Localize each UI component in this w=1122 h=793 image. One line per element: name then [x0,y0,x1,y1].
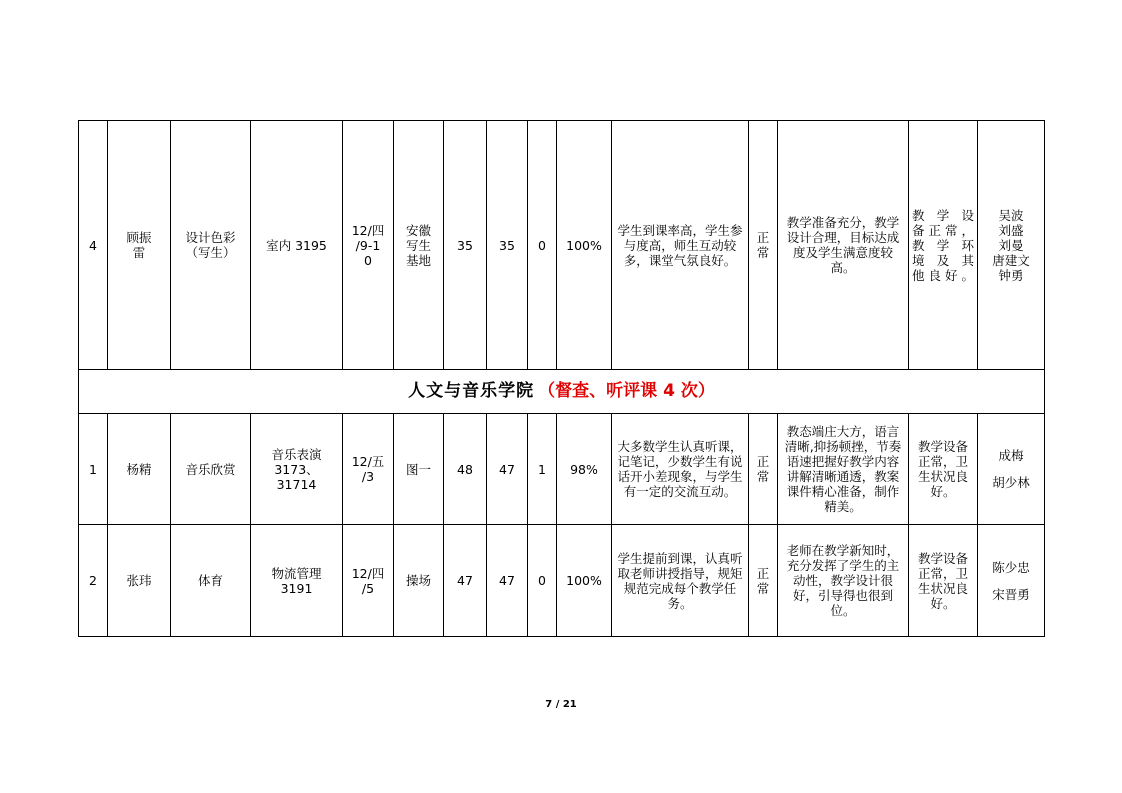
inspectors: 陈少忠 宋晋勇 [978,525,1045,637]
section-subtitle: （督查、听评课 4 次） [538,381,715,401]
student-evaluation: 学生提前到课，认真听取老师讲授指导，规矩规范完成每个教学任务。 [612,525,749,637]
course-name: 音乐欣赏 [171,414,251,525]
enrolled-count: 48 [444,414,487,525]
absent-count: 1 [528,414,557,525]
teaching-evaluation: 老师在教学新知时，充分发挥了学生的主动性，教学设计很好，引导得也很到位。 [778,525,909,637]
section-header-row [79,370,1045,414]
table-row [79,121,1045,370]
classroom: 音乐表演 3173、 31714 [251,414,343,525]
location: 安徽 写生 基地 [394,121,444,370]
attendance-rate: 98% [557,414,612,525]
class-status: 正 常 [749,121,778,370]
environment-evaluation: 教 学 设 备正常， 教 学 环 境 及 其 他良好。 [909,121,978,370]
attendance-rate: 100% [557,121,612,370]
class-status: 正 常 [749,414,778,525]
section-header [79,370,1045,414]
student-evaluation: 大多数学生认真听课，记笔记，少数学生有说话开小差现象，与学生有一定的交流互动。 [612,414,749,525]
row-number: 4 [79,121,108,370]
time-slot: 12/五 /3 [343,414,394,525]
classroom: 物流管理 3191 [251,525,343,637]
location: 图一 [394,414,444,525]
inspectors: 成梅 胡少林 [978,414,1045,525]
course-name: 设计色彩 （写生） [171,121,251,370]
time-slot: 12/四 /9-1 0 [343,121,394,370]
enrolled-count: 47 [444,525,487,637]
absent-count: 0 [528,121,557,370]
present-count: 47 [487,414,528,525]
section-title: 人文与音乐学院 [408,381,535,401]
page-number: 7 / 21 [545,699,577,710]
attendance-rate: 100% [557,525,612,637]
present-count: 47 [487,525,528,637]
course-name: 体育 [171,525,251,637]
teacher-name: 顾振 雷 [108,121,171,370]
row-number: 1 [79,414,108,525]
inspection-table [78,120,1045,637]
teacher-name: 张玮 [108,525,171,637]
present-count: 35 [487,121,528,370]
environment-evaluation: 教学设备正常，卫生状况良好。 [909,525,978,637]
student-evaluation: 学生到课率高，学生参与度高，师生互动较多，课堂气氛良好。 [612,121,749,370]
inspectors: 吴波 刘盛 刘曼 唐建文 钟勇 [978,121,1045,370]
row-number: 2 [79,525,108,637]
teaching-evaluation: 教学准备充分，教学设计合理，目标达成度及学生满意度较高。 [778,121,909,370]
table-row [79,414,1045,525]
class-status: 正 常 [749,525,778,637]
classroom: 室内 3195 [251,121,343,370]
teaching-evaluation: 教态端庄大方，语言清晰,抑扬顿挫，节奏语速把握好教学内容讲解清晰通透，教案课件精心准备，制作精美。 [778,414,909,525]
table-row [79,525,1045,637]
absent-count: 0 [528,525,557,637]
time-slot: 12/四 /5 [343,525,394,637]
location: 操场 [394,525,444,637]
environment-evaluation: 教学设备正常，卫生状况良好。 [909,414,978,525]
teacher-name: 杨精 [108,414,171,525]
enrolled-count: 35 [444,121,487,370]
